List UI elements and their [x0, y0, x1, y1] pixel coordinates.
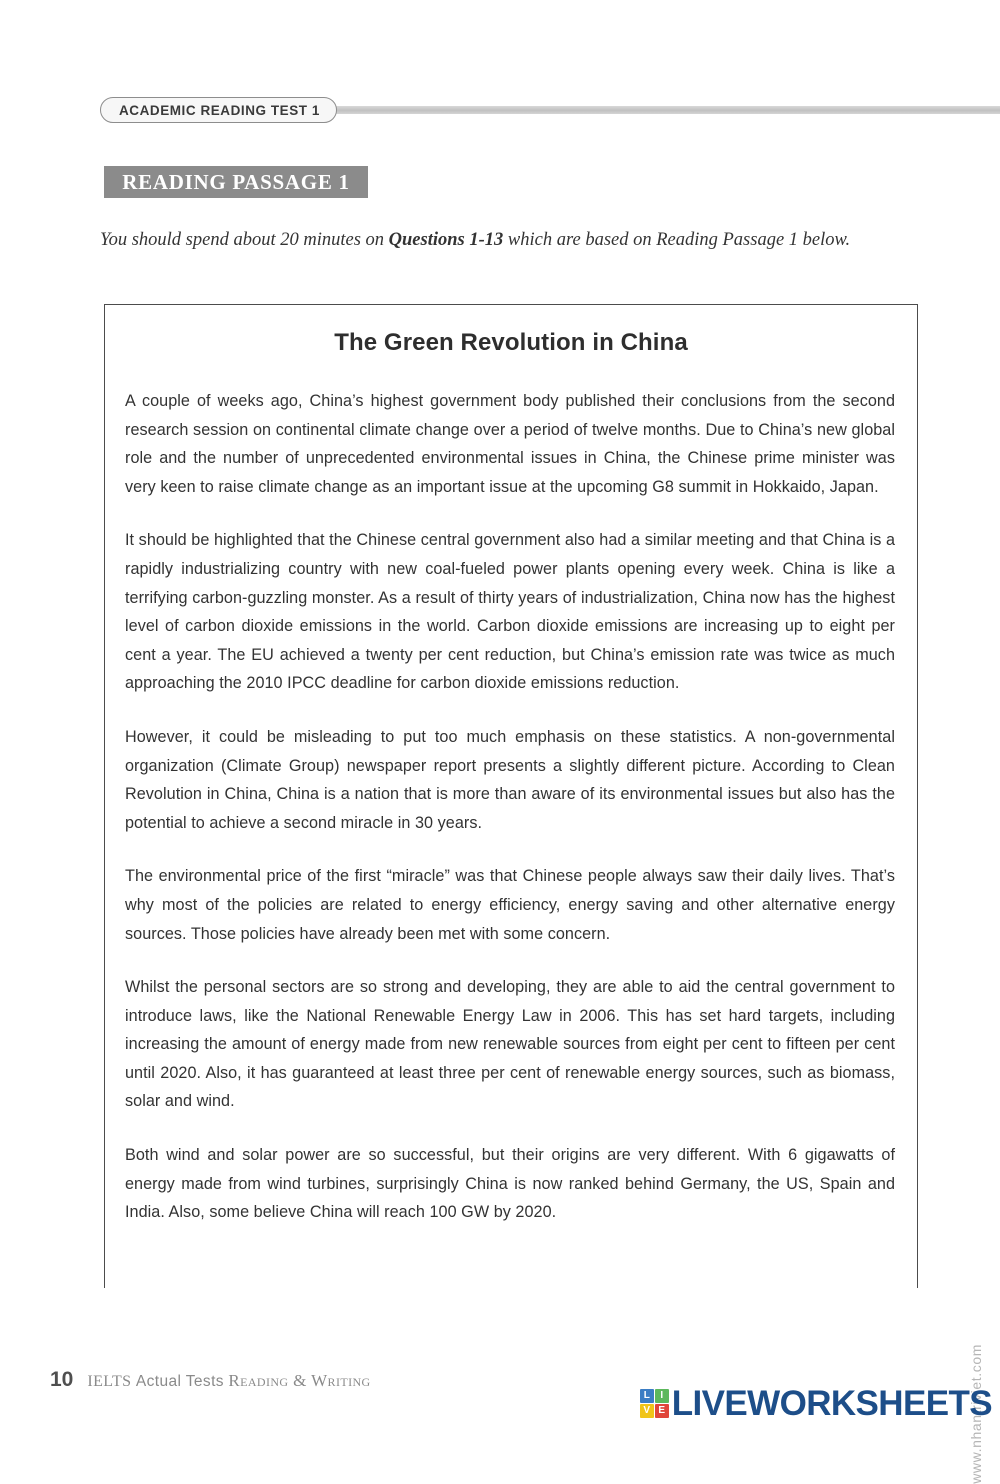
logo-tile-l: L [640, 1389, 654, 1403]
passage-paragraph: However, it could be misleading to put too much emphasis on these statistics. A non-governmental organization (Climate Group) newspaper report presents a slightly different picture. According to Clean Revolution in China, China is a nation that is more than aware of its environmental issues but also has the potential to achieve a second miracle in 30 years. [125, 727, 895, 832]
instruction-text [100, 225, 930, 256]
instruction-questions-range: Questions 1-13 [388, 230, 504, 250]
instruction-part-one: You should spend about 20 minutes on [100, 230, 389, 250]
footer-brand: IELTS [87, 1373, 132, 1390]
passage-paragraph: It should be highlighted that the Chinese central government also had a similar meeting and that China is a rapidly industrializing country with new coal-fueled power plants opening every week. China is like a terrifying carbon-guzzling monster. As a result of thirty years of industrialization, China now has the highest level of carbon dioxide emissions in the world. Carbon dioxide emissions are increasing up to eight per cent a year. The EU achieved a twenty per cent reduction, but China’s emission rate was twice as much approaching the 2010 IPCC deadline for carbon dioxide emissions reduction. [125, 531, 895, 693]
passage-paragraph: Both wind and solar power are so successful, but their origins are very different. With 6 gigawatts of energy made from wind turbines, surprisingly China is now ranked behind Germany, the US, Spain and India. Also, some believe China will reach 100 GW by 2020. [125, 1146, 895, 1222]
liveworksheets-logo[interactable] [640, 1386, 992, 1421]
reading-passage-banner-label: READING PASSAGE 1 [122, 169, 350, 194]
page-running-header [0, 96, 1000, 124]
test-title-pill [100, 97, 337, 123]
passage-paragraph: The environmental price of the first “miracle” was that Chinese people always saw their daily lives. That’s why most of the policies are related to energy efficiency, energy saving and other alternative energy sources. Those policies have already been met with some concern. [125, 867, 895, 943]
passage-body [105, 387, 917, 1227]
footer-title-main: Actual Tests [135, 1373, 224, 1390]
header-rule [331, 106, 1000, 114]
page-footer [50, 1368, 371, 1392]
test-title-label: ACADEMIC READING TEST 1 [119, 102, 320, 118]
footer-book-title [87, 1371, 370, 1391]
passage-paragraph: Whilst the personal sectors are so strong and developing, they are able to aid the central government to introduce laws, like the National Renewable Energy Law in 2006. This has set hard targets, including increasing the amount of energy made from new renewable sources from eight per cent to fifteen per cent until 2020. Also, it has guaranteed at least three per cent of renewable energy sources, such as biomass, solar and wind. [125, 978, 895, 1111]
logo-tile-i: I [655, 1389, 669, 1403]
passage-title: The Green Revolution in China [334, 329, 688, 356]
site-watermark: www.nhantriviet.com [968, 1344, 984, 1484]
logo-tile-v: V [640, 1404, 654, 1418]
footer-title-caps: Reading & Writing [228, 1371, 371, 1390]
logo-tile-e: E [655, 1404, 669, 1418]
liveworksheets-logo-icon [640, 1389, 669, 1418]
passage-paragraph: A couple of weeks ago, China’s highest government body published their conclusions from the second research session on continental climate change over a period of twelve months. Due to China’s new global role and the number of unprecedented environmental issues in China, the Chinese prime minister was very keen to raise climate change as an important issue at the upcoming G8 summit in Hokkaido, Japan. [125, 392, 895, 496]
reading-passage-box [104, 304, 918, 1288]
reading-passage-banner [104, 166, 368, 198]
page-number: 10 [50, 1368, 74, 1391]
instruction-part-two: which are based on Reading Passage 1 below. [503, 230, 851, 250]
liveworksheets-wordmark: LIVEWORKSHEETS [671, 1384, 992, 1423]
